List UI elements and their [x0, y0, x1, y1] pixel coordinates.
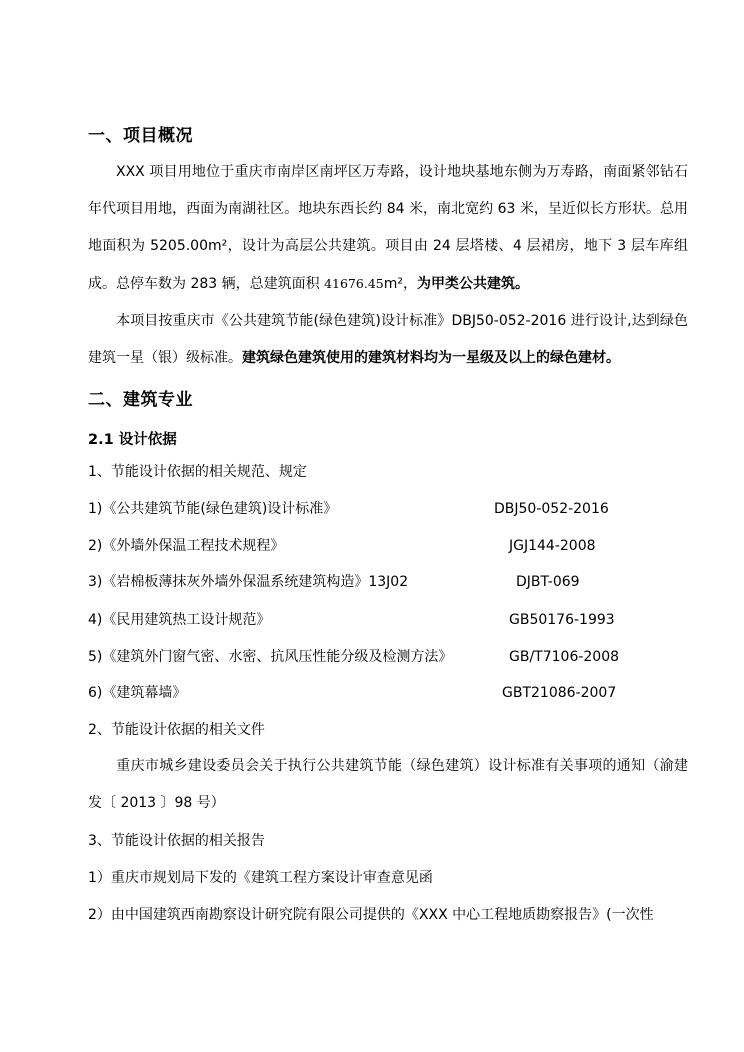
total-floor-area-value: 41676.45 [324, 276, 384, 291]
standard-item-name: 1)《公共建筑节能(绿色建筑)设计标准》 [88, 501, 338, 517]
standard-item-code: GB50176-1993 [509, 612, 615, 628]
section-heading-project-overview: 一、项目概况 [88, 126, 193, 146]
area-unit: m²， [383, 276, 417, 292]
standard-item-name: 3)《岩棉板薄抹灰外墙外保温系统建筑构造》13J02 [88, 574, 409, 590]
section-heading-architecture: 二、建筑专业 [88, 390, 193, 410]
standard-item-code: DBJ50-052-2016 [494, 501, 609, 517]
project-overview-paragraph [88, 154, 688, 303]
item2-heading: 2、节能设计依据的相关文件 [88, 722, 265, 738]
subsection-heading-design-basis: 2.1 设计依据 [88, 432, 177, 448]
building-class-note: 为甲类公共建筑。 [416, 276, 529, 292]
standard-item-code: JGJ144-2008 [509, 538, 596, 554]
design-standard-paragraph [88, 303, 688, 377]
overview-text: XXX 项目用地位于重庆市南岸区南坪区万寿路，设计地块基地东侧为万寿路，南面紧邻钻石年代项目用地，西面为南湖社区。地块东西长约 84 米，南北宽约 63 米，呈近似长方形状。总用地面积为 5205.00m²，设计为高层公共建筑。项目由 24 层塔楼、4 层裙房，地下 3 层车库组成。总停车数为 283 辆，总建筑面积 [88, 164, 688, 292]
standard-item-code: GBT21086-2007 [502, 685, 617, 701]
report-item: 1）重庆市规划局下发的《建筑工程方案设计审查意见函 [88, 870, 433, 886]
item3-heading: 3、节能设计依据的相关报告 [88, 833, 265, 849]
standard-item-name: 2)《外墙外保温工程技术规程》 [88, 538, 285, 554]
standard-item-name: 4)《民用建筑热工设计规范》 [88, 612, 271, 628]
standard-item-code: DJBT-069 [516, 574, 580, 590]
standard-item-name: 5)《建筑外门窗气密、水密、抗风压性能分级及检测方法》 [88, 649, 453, 665]
report-item: 2）由中国建筑西南勘察设计研究院有限公司提供的《XXX 中心工程地质勘察报告》(一次性 [88, 907, 654, 923]
standard-item-code: GB/T7106-2008 [509, 649, 620, 665]
notice-paragraph [88, 748, 688, 822]
green-material-note: 建筑绿色建筑使用的建筑材料均为一星级及以上的绿色建材。 [242, 350, 620, 366]
standard-item-name: 6)《建筑幕墙》 [88, 685, 187, 701]
notice-text: 重庆市城乡建设委员会关于执行公共建筑节能（绿色建筑）设计标准有关事项的通知（渝建发〔 2013 〕98 号） [88, 758, 688, 811]
item1-heading: 1、节能设计依据的相关规范、规定 [88, 464, 307, 480]
standard-text: 本项目按重庆市《公共建筑节能(绿色建筑)设计标准》DBJ50-052-2016 进行设计,达到绿色建筑一星（银）级标准。 [88, 313, 688, 366]
